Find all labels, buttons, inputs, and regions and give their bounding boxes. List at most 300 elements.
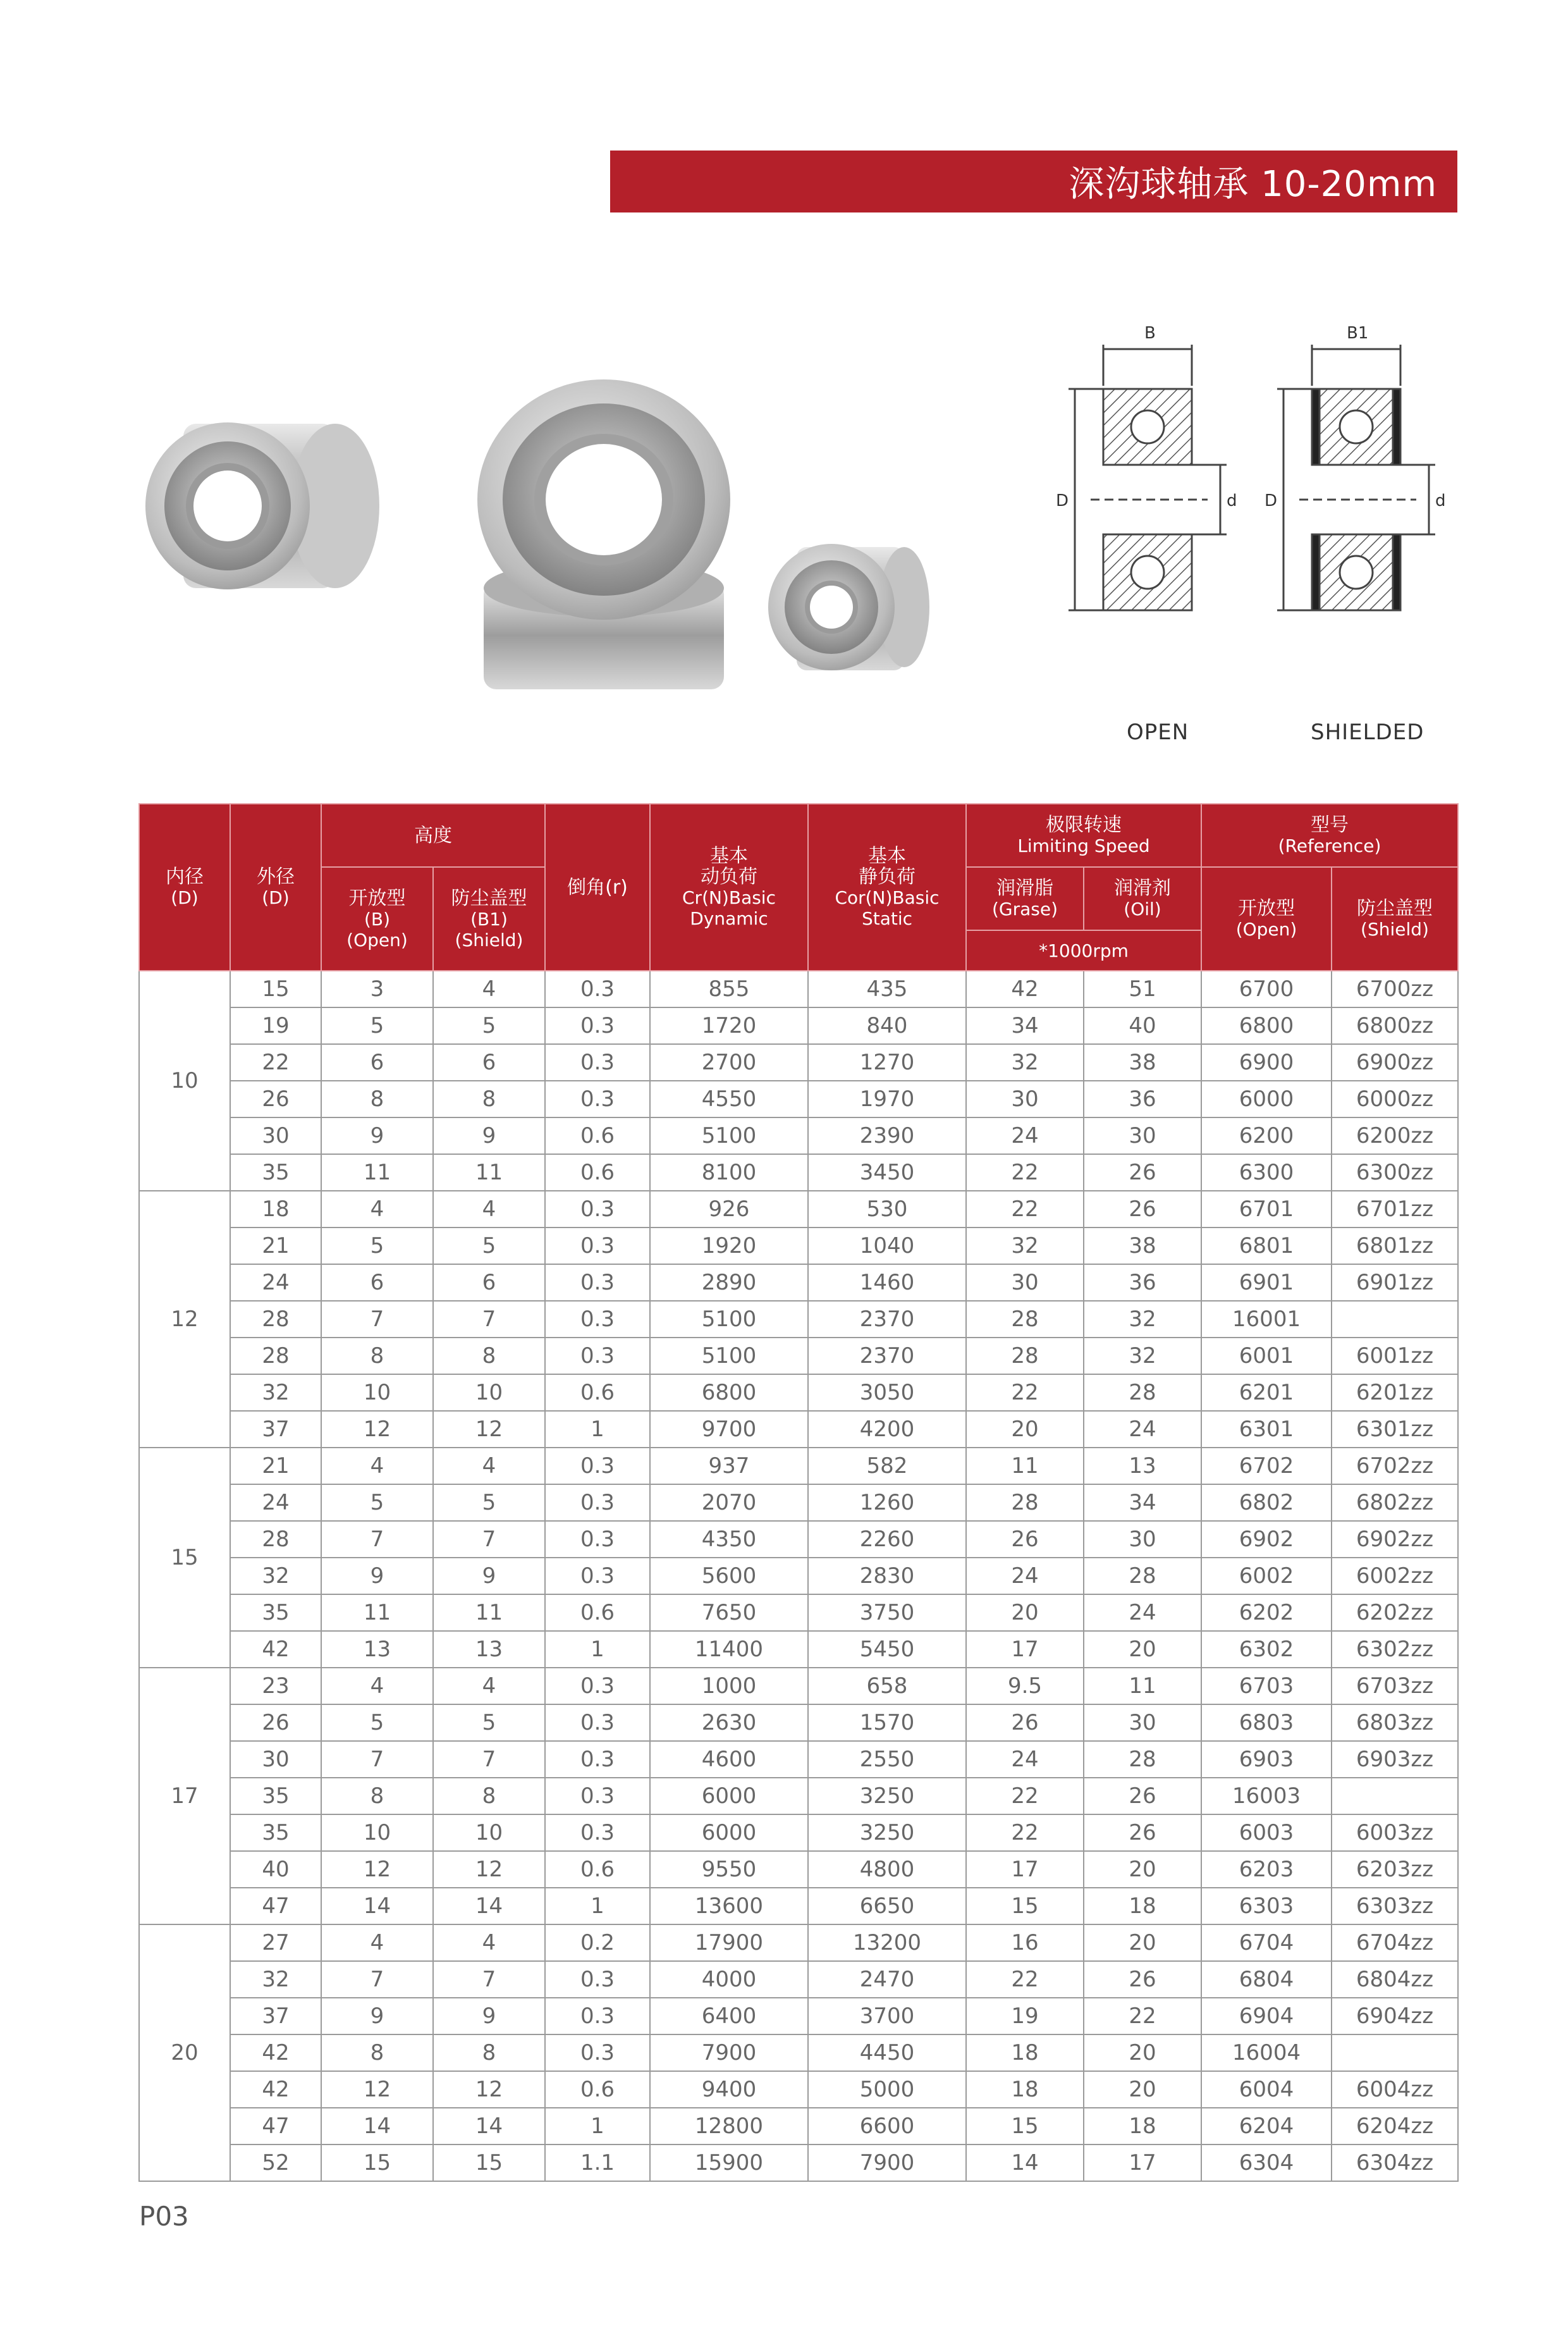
table-cell: 9 — [321, 1998, 433, 2034]
table-cell: 28 — [966, 1484, 1084, 1521]
header-height-shield: 防尘盖型 (B1) (Shield) — [433, 867, 545, 971]
table-cell: 12 — [321, 2071, 433, 2108]
table-cell: 14 — [321, 2108, 433, 2144]
table-row — [139, 1411, 1458, 1448]
table-cell: 51 — [1084, 971, 1201, 1007]
table-cell: 18 — [230, 1191, 321, 1228]
table-cell: 26 — [1084, 1778, 1201, 1814]
table-cell: 24 — [230, 1484, 321, 1521]
table-cell: 1 — [545, 2108, 650, 2144]
table-cell: 1 — [545, 1631, 650, 1668]
table-cell: 4 — [433, 1668, 545, 1704]
table-cell: 2890 — [650, 1264, 808, 1301]
table-cell: 4200 — [808, 1411, 966, 1448]
table-cell: 0.3 — [545, 1998, 650, 2034]
table-cell: 20 — [1084, 1851, 1201, 1888]
table-cell: 36 — [1084, 1264, 1201, 1301]
table-cell: 6202zz — [1332, 1594, 1458, 1631]
table-row — [139, 1741, 1458, 1778]
table-cell: 38 — [1084, 1228, 1201, 1264]
table-cell: 4800 — [808, 1851, 966, 1888]
table-cell: 20 — [1084, 2071, 1201, 2108]
table-cell: 6303zz — [1332, 1888, 1458, 1924]
table-cell: 4350 — [650, 1521, 808, 1558]
table-cell: 4 — [321, 1924, 433, 1961]
table-cell: 12800 — [650, 2108, 808, 2144]
table-cell: 6703zz — [1332, 1668, 1458, 1704]
table-row — [139, 1007, 1458, 1044]
table-cell: 6000 — [650, 1778, 808, 1814]
table-cell: 582 — [808, 1448, 966, 1484]
bearing-middle-top — [477, 379, 730, 620]
table-cell — [1332, 2034, 1458, 2071]
table-cell: 530 — [808, 1191, 966, 1228]
table-cell: 9 — [433, 1998, 545, 2034]
table-cell: 26 — [1084, 1814, 1201, 1851]
table-row — [139, 1228, 1458, 1264]
table-cell: 16004 — [1201, 2034, 1332, 2071]
bore-group-cell: 20 — [139, 1924, 230, 2181]
table-cell: 13200 — [808, 1924, 966, 1961]
table-cell: 15 — [433, 2144, 545, 2181]
table-cell: 8 — [433, 1081, 545, 1117]
table-cell: 22 — [966, 1778, 1084, 1814]
table-row — [139, 2108, 1458, 2144]
table-cell: 5 — [433, 1704, 545, 1741]
page-title: 深沟球轴承 10-20mm — [1069, 164, 1437, 205]
caption-open: OPEN — [1127, 720, 1189, 745]
bearing-product-photo — [126, 329, 961, 708]
table-cell: 32 — [230, 1374, 321, 1411]
table-cell: 24 — [966, 1741, 1084, 1778]
table-cell: 4600 — [650, 1741, 808, 1778]
table-cell: 0.6 — [545, 2071, 650, 2108]
table-cell: 2070 — [650, 1484, 808, 1521]
table-cell: 11 — [321, 1594, 433, 1631]
table-cell: 3250 — [808, 1814, 966, 1851]
table-cell: 6700 — [1201, 971, 1332, 1007]
table-cell: 32 — [1084, 1301, 1201, 1338]
header-chamfer: 倒角(r) — [545, 804, 650, 971]
table-cell: 30 — [1084, 1521, 1201, 1558]
table-cell: 47 — [230, 1888, 321, 1924]
table-cell: 2470 — [808, 1961, 966, 1998]
table-row — [139, 1044, 1458, 1081]
table-cell: 2370 — [808, 1301, 966, 1338]
table-cell: 5450 — [808, 1631, 966, 1668]
table-cell: 11 — [966, 1448, 1084, 1484]
header-height-open: 开放型 (B) (Open) — [321, 867, 433, 971]
table-cell: 28 — [230, 1301, 321, 1338]
table-cell: 21 — [230, 1448, 321, 1484]
table-cell: 17 — [1084, 2144, 1201, 2181]
header-limiting-speed: 极限转速 Limiting Speed — [966, 804, 1201, 867]
table-cell: 9.5 — [966, 1668, 1084, 1704]
table-cell: 6 — [433, 1044, 545, 1081]
table-cell: 26 — [966, 1521, 1084, 1558]
table-cell: 22 — [966, 1154, 1084, 1191]
table-cell: 0.3 — [545, 1081, 650, 1117]
table-cell: 6701zz — [1332, 1191, 1458, 1228]
diagram-label-d-inner-shielded: d — [1435, 491, 1446, 510]
table-cell: 6902 — [1201, 1521, 1332, 1558]
table-cell: 1970 — [808, 1081, 966, 1117]
table-cell: 6302zz — [1332, 1631, 1458, 1668]
table-cell: 3700 — [808, 1998, 966, 2034]
table-cell: 4 — [433, 1924, 545, 1961]
table-cell: 26 — [966, 1704, 1084, 1741]
table-cell: 6203 — [1201, 1851, 1332, 1888]
table-cell: 24 — [966, 1117, 1084, 1154]
table-row — [139, 1814, 1458, 1851]
table-cell: 658 — [808, 1668, 966, 1704]
table-cell: 17 — [966, 1631, 1084, 1668]
page-title-banner — [610, 151, 1457, 212]
table-cell: 16003 — [1201, 1778, 1332, 1814]
table-row — [139, 1668, 1458, 1704]
table-cell: 22 — [1084, 1998, 1201, 2034]
header-rpm-unit: *1000rpm — [966, 930, 1201, 971]
table-cell: 5100 — [650, 1117, 808, 1154]
table-cell: 6803 — [1201, 1704, 1332, 1741]
table-cell: 6201zz — [1332, 1374, 1458, 1411]
table-cell: 2830 — [808, 1558, 966, 1594]
diagram-shielded — [1277, 345, 1435, 610]
table-cell: 0.3 — [545, 1778, 650, 1814]
table-row — [139, 1961, 1458, 1998]
bearing-right-small — [768, 544, 929, 670]
table-cell: 11400 — [650, 1631, 808, 1668]
table-cell: 5100 — [650, 1301, 808, 1338]
header-dynamic-load: 基本 动负荷 Cr(N)Basic Dynamic — [650, 804, 808, 971]
table-cell: 6901 — [1201, 1264, 1332, 1301]
table-cell: 0.6 — [545, 1154, 650, 1191]
table-row — [139, 1778, 1458, 1814]
table-cell: 37 — [230, 1998, 321, 2034]
table-cell: 5 — [321, 1007, 433, 1044]
table-cell: 1460 — [808, 1264, 966, 1301]
table-cell: 1720 — [650, 1007, 808, 1044]
table-cell: 20 — [966, 1594, 1084, 1631]
table-cell: 8100 — [650, 1154, 808, 1191]
table-cell: 0.3 — [545, 1191, 650, 1228]
table-cell: 6704 — [1201, 1924, 1332, 1961]
table-cell: 12 — [433, 1851, 545, 1888]
table-cell: 20 — [1084, 2034, 1201, 2071]
table-row — [139, 1998, 1458, 2034]
bore-group-cell: 15 — [139, 1448, 230, 1668]
table-cell: 32 — [1084, 1338, 1201, 1374]
table-cell: 4000 — [650, 1961, 808, 1998]
table-cell: 40 — [230, 1851, 321, 1888]
table-cell: 6301 — [1201, 1411, 1332, 1448]
table-cell: 6904 — [1201, 1998, 1332, 2034]
diagram-label-b: B — [1144, 324, 1156, 343]
table-cell: 5 — [433, 1228, 545, 1264]
table-cell: 6701 — [1201, 1191, 1332, 1228]
table-cell: 12 — [433, 1411, 545, 1448]
table-row — [139, 1558, 1458, 1594]
table-cell: 32 — [230, 1558, 321, 1594]
table-cell: 2700 — [650, 1044, 808, 1081]
table-cell: 0.3 — [545, 1301, 650, 1338]
table-cell: 0.3 — [545, 971, 650, 1007]
table-row — [139, 1264, 1458, 1301]
table-cell: 6700zz — [1332, 971, 1458, 1007]
table-cell: 6003zz — [1332, 1814, 1458, 1851]
table-cell: 4550 — [650, 1081, 808, 1117]
table-cell: 6203zz — [1332, 1851, 1458, 1888]
table-row — [139, 1081, 1458, 1117]
table-cell: 5000 — [808, 2071, 966, 2108]
table-cell: 4 — [433, 1191, 545, 1228]
table-cell: 2370 — [808, 1338, 966, 1374]
table-cell: 4 — [321, 1668, 433, 1704]
diagram-label-d-outer: D — [1056, 491, 1069, 510]
table-cell: 6001 — [1201, 1338, 1332, 1374]
table-cell: 4 — [321, 1191, 433, 1228]
table-cell: 840 — [808, 1007, 966, 1044]
table-cell: 4 — [433, 1448, 545, 1484]
table-cell: 13600 — [650, 1888, 808, 1924]
table-cell: 42 — [966, 971, 1084, 1007]
table-cell: 13 — [433, 1631, 545, 1668]
table-cell: 0.6 — [545, 1594, 650, 1631]
table-cell: 15900 — [650, 2144, 808, 2181]
table-cell: 1 — [545, 1888, 650, 1924]
table-cell: 22 — [966, 1374, 1084, 1411]
table-cell: 30 — [1084, 1117, 1201, 1154]
table-cell: 16001 — [1201, 1301, 1332, 1338]
table-cell: 30 — [966, 1264, 1084, 1301]
diagram-label-d-outer-shielded: D — [1265, 491, 1278, 510]
table-cell: 937 — [650, 1448, 808, 1484]
table-cell: 6004 — [1201, 2071, 1332, 2108]
table-cell: 35 — [230, 1778, 321, 1814]
table-cell: 5100 — [650, 1338, 808, 1374]
table-cell: 3050 — [808, 1374, 966, 1411]
table-cell: 26 — [1084, 1961, 1201, 1998]
table-cell: 4 — [321, 1448, 433, 1484]
table-cell: 8 — [321, 1778, 433, 1814]
table-cell: 6001zz — [1332, 1338, 1458, 1374]
table-cell: 22 — [230, 1044, 321, 1081]
table-cell: 15 — [321, 2144, 433, 2181]
table-cell: 0.3 — [545, 1521, 650, 1558]
table-cell: 22 — [966, 1814, 1084, 1851]
table-cell: 26 — [230, 1081, 321, 1117]
table-cell: 6301zz — [1332, 1411, 1458, 1448]
table-cell: 3450 — [808, 1154, 966, 1191]
table-cell: 1000 — [650, 1668, 808, 1704]
table-cell: 22 — [966, 1961, 1084, 1998]
table-cell: 0.3 — [545, 1558, 650, 1594]
header-outer-diameter: 外径 (D) — [230, 804, 321, 971]
table-cell: 8 — [321, 1081, 433, 1117]
table-cell: 6201 — [1201, 1374, 1332, 1411]
table-cell: 20 — [1084, 1631, 1201, 1668]
table-cell: 1040 — [808, 1228, 966, 1264]
header-grease: 润滑脂 (Grase) — [966, 867, 1084, 930]
table-cell: 24 — [966, 1558, 1084, 1594]
table-cell: 7 — [321, 1301, 433, 1338]
table-cell: 4 — [433, 971, 545, 1007]
table-cell: 0.3 — [545, 1814, 650, 1851]
table-row — [139, 1374, 1458, 1411]
page-number: P03 — [139, 2201, 189, 2232]
table-cell: 1920 — [650, 1228, 808, 1264]
table-cell: 0.3 — [545, 1044, 650, 1081]
table-cell: 6801zz — [1332, 1228, 1458, 1264]
table-cell: 0.3 — [545, 1448, 650, 1484]
table-cell: 4450 — [808, 2034, 966, 2071]
table-cell: 0.3 — [545, 1961, 650, 1998]
table-cell: 24 — [1084, 1411, 1201, 1448]
bore-group-cell: 12 — [139, 1191, 230, 1448]
table-cell: 18 — [966, 2034, 1084, 2071]
table-cell: 11 — [321, 1154, 433, 1191]
table-cell: 8 — [321, 2034, 433, 2071]
table-cell: 28 — [966, 1301, 1084, 1338]
table-cell: 1570 — [808, 1704, 966, 1741]
table-cell: 1270 — [808, 1044, 966, 1081]
table-cell: 0.3 — [545, 1338, 650, 1374]
table-cell: 9 — [433, 1117, 545, 1154]
table-cell: 6900zz — [1332, 1044, 1458, 1081]
table-row — [139, 1888, 1458, 1924]
table-row — [139, 1191, 1458, 1228]
table-cell: 6901zz — [1332, 1264, 1458, 1301]
table-cell: 6 — [321, 1044, 433, 1081]
table-cell: 11 — [1084, 1668, 1201, 1704]
table-cell: 34 — [966, 1007, 1084, 1044]
table-cell: 28 — [1084, 1741, 1201, 1778]
table-cell: 17900 — [650, 1924, 808, 1961]
table-cell: 23 — [230, 1668, 321, 1704]
header-static-load: 基本 静负荷 Cor(N)Basic Static — [808, 804, 966, 971]
table-cell: 28 — [230, 1521, 321, 1558]
bearing-spec-table — [138, 803, 1459, 2182]
table-cell: 24 — [230, 1264, 321, 1301]
table-cell: 18 — [966, 2071, 1084, 2108]
table-header — [139, 804, 1458, 971]
table-cell: 28 — [966, 1338, 1084, 1374]
table-cell: 28 — [1084, 1558, 1201, 1594]
table-cell: 6300zz — [1332, 1154, 1458, 1191]
table-cell: 35 — [230, 1814, 321, 1851]
bearing-left — [145, 422, 379, 589]
table-cell: 8 — [433, 2034, 545, 2071]
table-cell: 11 — [433, 1154, 545, 1191]
table-cell: 9 — [321, 1117, 433, 1154]
table-cell: 6204 — [1201, 2108, 1332, 2144]
table-body — [139, 971, 1458, 2181]
table-cell: 42 — [230, 1631, 321, 1668]
caption-shielded: SHIELDED — [1311, 720, 1424, 745]
table-cell: 6804zz — [1332, 1961, 1458, 1998]
table-cell: 6803zz — [1332, 1704, 1458, 1741]
table-cell: 8 — [321, 1338, 433, 1374]
table-cell: 32 — [966, 1044, 1084, 1081]
table-cell: 0.3 — [545, 1228, 650, 1264]
table-cell: 6302 — [1201, 1631, 1332, 1668]
table-cell: 0.2 — [545, 1924, 650, 1961]
bore-group-cell: 17 — [139, 1668, 230, 1924]
table-cell: 17 — [966, 1851, 1084, 1888]
table-cell: 7 — [433, 1741, 545, 1778]
table-cell: 14 — [966, 2144, 1084, 2181]
table-row — [139, 1154, 1458, 1191]
table-cell: 3250 — [808, 1778, 966, 1814]
table-cell: 6900 — [1201, 1044, 1332, 1081]
table-cell: 40 — [1084, 1007, 1201, 1044]
table-cell: 7650 — [650, 1594, 808, 1631]
table-row — [139, 1631, 1458, 1668]
table-cell: 9400 — [650, 2071, 808, 2108]
table-cell: 7 — [321, 1521, 433, 1558]
table-row — [139, 1851, 1458, 1888]
diagram-label-d-inner: d — [1227, 491, 1237, 510]
table-cell: 6000 — [1201, 1081, 1332, 1117]
table-cell: 6903 — [1201, 1741, 1332, 1778]
table-cell: 14 — [433, 2108, 545, 2144]
table-row — [139, 1484, 1458, 1521]
table-cell: 5 — [321, 1484, 433, 1521]
table-cell: 435 — [808, 971, 966, 1007]
table-cell: 32 — [230, 1961, 321, 1998]
table-cell: 926 — [650, 1191, 808, 1228]
table-cell: 26 — [1084, 1191, 1201, 1228]
header-reference: 型号 (Reference) — [1201, 804, 1458, 867]
table-cell: 6704zz — [1332, 1924, 1458, 1961]
table-cell: 13 — [321, 1631, 433, 1668]
table-row — [139, 1521, 1458, 1558]
table-row — [139, 1704, 1458, 1741]
table-cell: 7900 — [650, 2034, 808, 2071]
table-cell: 11 — [433, 1594, 545, 1631]
table-cell: 9550 — [650, 1851, 808, 1888]
table-cell: 15 — [966, 2108, 1084, 2144]
table-cell: 7900 — [808, 2144, 966, 2181]
table-cell: 6303 — [1201, 1888, 1332, 1924]
table-cell: 9 — [321, 1558, 433, 1594]
table-cell: 27 — [230, 1924, 321, 1961]
table-cell: 30 — [230, 1117, 321, 1154]
table-cell: 2630 — [650, 1704, 808, 1741]
table-cell: 2390 — [808, 1117, 966, 1154]
table-cell — [1332, 1778, 1458, 1814]
table-cell: 19 — [230, 1007, 321, 1044]
table-cell: 6804 — [1201, 1961, 1332, 1998]
table-cell: 30 — [1084, 1704, 1201, 1741]
table-cell: 10 — [433, 1814, 545, 1851]
table-cell: 13 — [1084, 1448, 1201, 1484]
table-cell: 5600 — [650, 1558, 808, 1594]
table-cell: 6702 — [1201, 1448, 1332, 1484]
table-cell: 24 — [1084, 1594, 1201, 1631]
table-cell: 10 — [321, 1814, 433, 1851]
table-row — [139, 1338, 1458, 1374]
table-cell: 19 — [966, 1998, 1084, 2034]
table-cell: 30 — [966, 1081, 1084, 1117]
table-cell: 20 — [966, 1411, 1084, 1448]
table-cell: 0.3 — [545, 2034, 650, 2071]
cross-section-diagram — [1031, 310, 1461, 702]
table-cell: 6 — [433, 1264, 545, 1301]
table-cell: 6802 — [1201, 1484, 1332, 1521]
table-cell: 14 — [321, 1888, 433, 1924]
table-cell: 0.6 — [545, 1117, 650, 1154]
